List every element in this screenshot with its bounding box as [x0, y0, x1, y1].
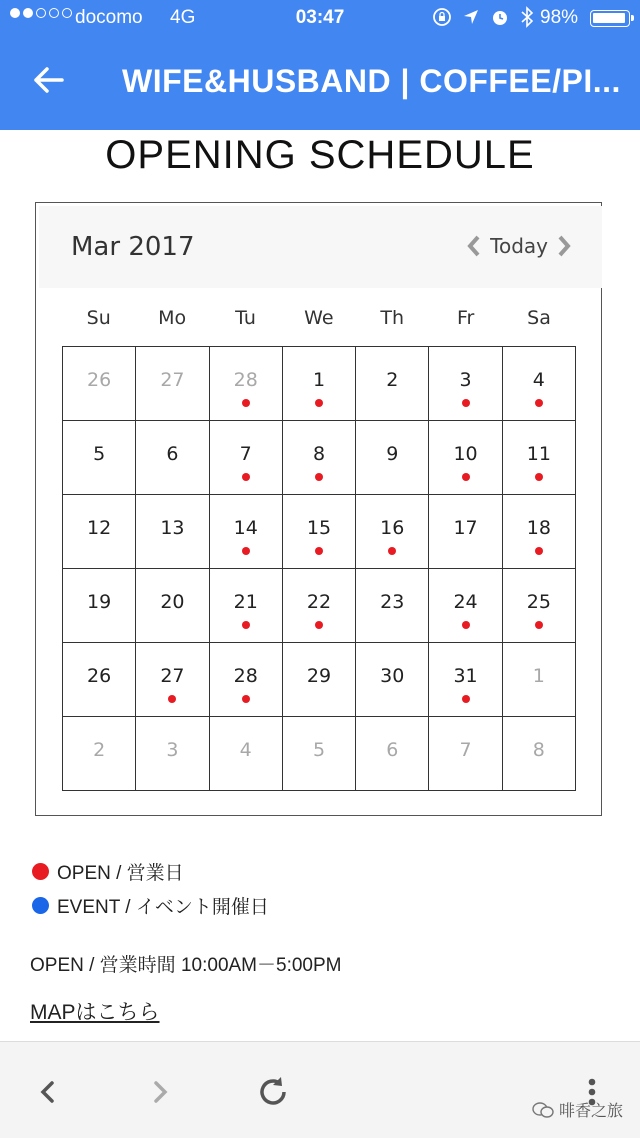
calendar-day[interactable] [502, 569, 575, 643]
weekday-label: We [304, 307, 334, 329]
day-number: 9 [386, 443, 399, 465]
legend-open [32, 858, 184, 885]
day-number: 8 [312, 443, 326, 465]
day-number: 8 [532, 739, 545, 761]
day-number: 1 [532, 665, 545, 687]
day-number: 30 [380, 665, 405, 687]
calendar-week-row [63, 347, 576, 421]
carrier-name: docomo [75, 7, 143, 28]
calendar-day[interactable] [209, 717, 282, 791]
calendar-day[interactable] [209, 347, 282, 421]
weekday-label: Th [380, 307, 405, 329]
open-day-marker [315, 547, 323, 555]
day-number: 24 [453, 591, 478, 613]
open-day-marker [462, 473, 470, 481]
calendar-day[interactable] [282, 717, 355, 791]
day-number: 26 [87, 369, 112, 391]
open-day-marker [242, 621, 250, 629]
open-day-marker [168, 695, 176, 703]
calendar-day[interactable] [356, 421, 429, 495]
rotation-lock-icon [432, 7, 452, 27]
prev-month-icon[interactable] [466, 234, 482, 258]
day-number: 5 [312, 739, 326, 761]
open-day-marker [388, 547, 396, 555]
day-number: 7 [239, 443, 252, 465]
reload-icon[interactable] [253, 1072, 293, 1112]
browser-toolbar [0, 1041, 640, 1138]
day-number: 25 [526, 591, 551, 613]
open-day-marker [315, 621, 323, 629]
day-number: 23 [380, 591, 405, 613]
day-number: 6 [386, 739, 399, 761]
calendar-day[interactable] [136, 495, 209, 569]
calendar-day[interactable] [209, 495, 282, 569]
day-number: 27 [160, 369, 185, 391]
calendar-day[interactable] [502, 347, 575, 421]
calendar-day[interactable] [136, 347, 209, 421]
legend-event-label: EVENT / イベント開催日 [57, 897, 269, 918]
calendar-nav [466, 234, 572, 258]
open-day-marker [462, 399, 470, 407]
calendar-day[interactable] [63, 495, 136, 569]
calendar-day[interactable] [282, 347, 355, 421]
day-number: 28 [233, 665, 258, 687]
weekday-label: Su [86, 307, 111, 329]
day-number: 22 [306, 591, 332, 613]
calendar-day[interactable] [63, 717, 136, 791]
day-number: 2 [93, 739, 106, 761]
calendar-day[interactable] [429, 495, 502, 569]
calendar-day[interactable] [356, 717, 429, 791]
day-number: 2 [386, 369, 399, 391]
calendar-day[interactable] [136, 421, 209, 495]
calendar-day[interactable] [429, 421, 502, 495]
day-number: 19 [87, 591, 112, 613]
calendar-day[interactable] [209, 421, 282, 495]
calendar-day[interactable] [282, 495, 355, 569]
open-day-marker [462, 621, 470, 629]
calendar-day[interactable] [356, 495, 429, 569]
calendar-day[interactable] [282, 569, 355, 643]
day-number: 26 [87, 665, 112, 687]
chevron-right-icon[interactable] [140, 1072, 180, 1112]
day-number: 4 [239, 739, 252, 761]
battery-icon [590, 10, 630, 27]
day-number: 4 [532, 369, 545, 391]
calendar-week-row [63, 421, 576, 495]
calendar-day[interactable] [63, 421, 136, 495]
day-number: 5 [93, 443, 106, 465]
calendar-week-row [63, 569, 576, 643]
day-number: 3 [459, 369, 472, 391]
alarm-icon [490, 7, 510, 27]
chevron-left-icon[interactable] [28, 1072, 68, 1112]
weekday-header [62, 307, 576, 329]
day-number: 18 [526, 517, 551, 539]
calendar-week-row [63, 495, 576, 569]
day-number: 14 [233, 517, 258, 539]
open-day-marker [242, 695, 250, 703]
next-month-icon[interactable] [556, 234, 572, 258]
legend-open-label: OPEN / 営業日 [57, 863, 184, 884]
top-bar [0, 0, 640, 130]
wechat-icon [532, 1101, 554, 1119]
day-number: 15 [306, 517, 332, 539]
day-number: 17 [453, 517, 478, 539]
calendar-day[interactable] [209, 643, 282, 717]
bluetooth-icon [520, 6, 534, 28]
open-day-marker [462, 695, 470, 703]
open-day-marker [315, 473, 323, 481]
calendar-day[interactable] [429, 347, 502, 421]
open-day-marker [315, 399, 323, 407]
location-icon [462, 8, 480, 26]
calendar-day[interactable] [63, 643, 136, 717]
day-number: 31 [453, 665, 478, 687]
calendar-week-row [63, 717, 576, 791]
calendar-day[interactable] [502, 495, 575, 569]
calendar-day[interactable] [209, 569, 282, 643]
watermark [532, 1098, 623, 1121]
day-number: 6 [166, 443, 179, 465]
open-day-marker [535, 399, 543, 407]
calendar-day[interactable] [282, 643, 355, 717]
map-link[interactable]: MAPはこちら [30, 1001, 160, 1024]
calendar-day[interactable] [63, 569, 136, 643]
status-bar [0, 0, 640, 36]
weekday-label: Sa [527, 307, 551, 329]
weekday-label: Tu [235, 307, 256, 329]
day-number: 21 [233, 591, 258, 613]
status-icons [432, 6, 534, 28]
calendar-day[interactable] [136, 643, 209, 717]
calendar-month: Mar 2017 [71, 232, 195, 262]
open-day-marker [535, 547, 543, 555]
calendar-grid [62, 346, 576, 791]
network-type: 4G [170, 7, 196, 28]
calendar-day[interactable] [429, 569, 502, 643]
open-day-marker [242, 399, 250, 407]
open-day-marker [535, 473, 543, 481]
open-dot-icon [32, 863, 49, 880]
day-number: 16 [380, 517, 405, 539]
day-number: 12 [87, 517, 112, 539]
calendar-day[interactable] [282, 421, 355, 495]
calendar-day[interactable] [429, 717, 502, 791]
calendar-day[interactable] [356, 347, 429, 421]
day-number: 28 [233, 369, 258, 391]
day-number: 10 [453, 443, 478, 465]
calendar-week-row [63, 643, 576, 717]
calendar-day[interactable] [502, 643, 575, 717]
calendar-day[interactable] [63, 347, 136, 421]
battery-percent: 98% [540, 7, 579, 28]
calendar-day[interactable] [136, 717, 209, 791]
opening-hours: OPEN / 営業時間 10:00AM－5:00PM [30, 955, 342, 976]
status-time: 03:47 [295, 7, 345, 28]
calendar-day[interactable] [429, 643, 502, 717]
day-number: 3 [166, 739, 179, 761]
day-number: 29 [306, 665, 332, 687]
watermark-text: 啡香之旅 [559, 1103, 624, 1120]
weekday-label: Mo [158, 307, 187, 329]
weekday-label: Fr [456, 307, 475, 329]
day-number: 20 [160, 591, 185, 613]
event-dot-icon [32, 897, 49, 914]
day-number: 7 [459, 739, 472, 761]
open-day-marker [242, 547, 250, 555]
app-bar [0, 36, 640, 130]
day-number: 11 [526, 443, 551, 465]
back-arrow-icon[interactable] [28, 60, 68, 100]
legend-event [32, 892, 269, 919]
calendar-day[interactable] [356, 643, 429, 717]
today-button[interactable]: Today [490, 234, 548, 258]
calendar [35, 202, 602, 816]
calendar-day[interactable] [356, 569, 429, 643]
day-number: 13 [160, 517, 185, 539]
app-title: WIFE&HUSBAND | COFFEE/PI... [122, 63, 621, 99]
day-number: 1 [312, 369, 326, 391]
calendar-day[interactable] [502, 717, 575, 791]
page-title: OPENING SCHEDULE [105, 133, 535, 177]
calendar-day[interactable] [136, 569, 209, 643]
day-number: 27 [160, 665, 185, 687]
calendar-day[interactable] [502, 421, 575, 495]
calendar-header [39, 206, 602, 288]
open-day-marker [535, 621, 543, 629]
open-day-marker [242, 473, 250, 481]
